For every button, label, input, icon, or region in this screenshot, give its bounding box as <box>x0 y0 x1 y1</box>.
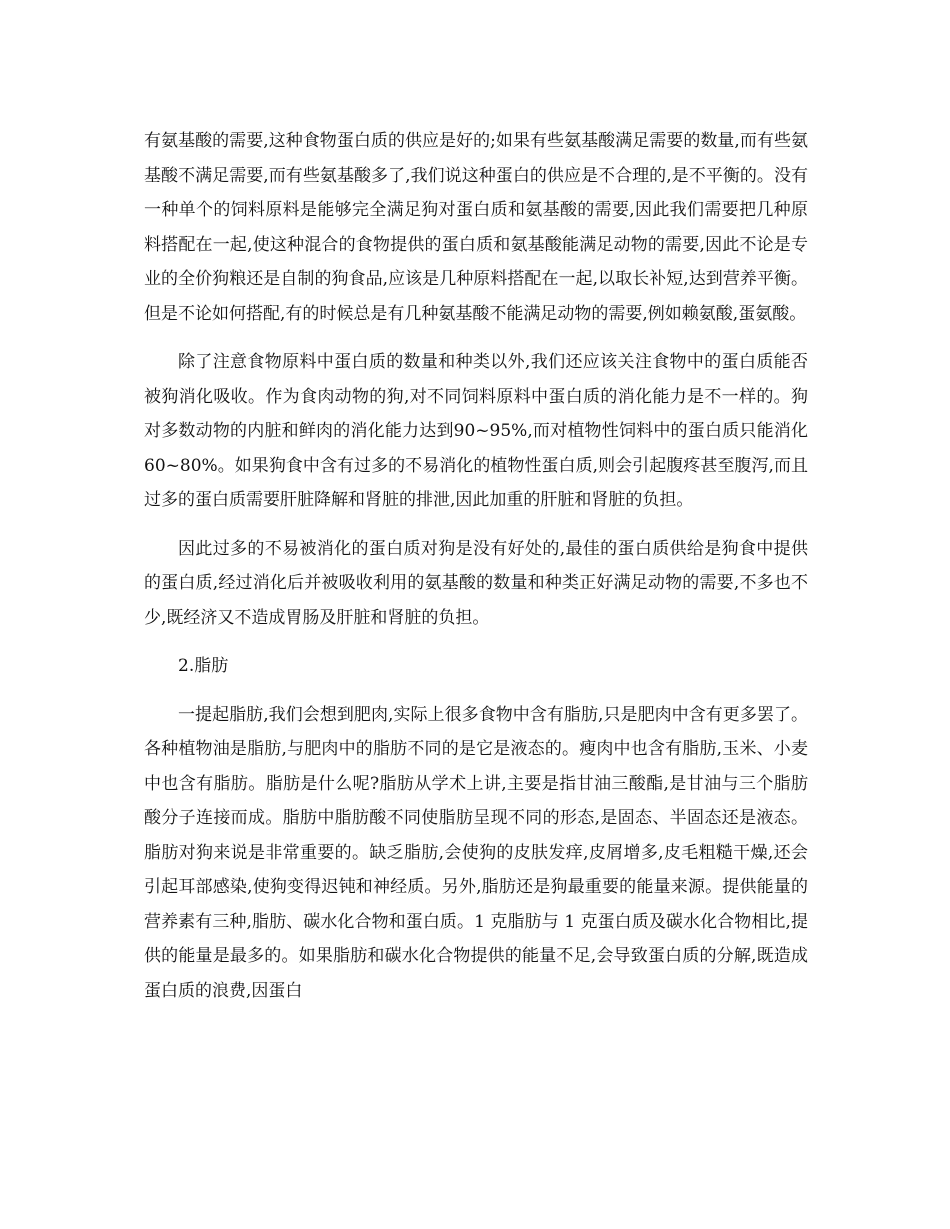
document-body <box>144 124 808 1022</box>
paragraph-optimal-protein-supply: 因此过多的不易被消化的蛋白质对狗是没有好处的,最佳的蛋白质供给是狗食中提供的蛋白质,经过消化后并被吸收利用的氨基酸的数量和种类正好满足动物的需要,不多也不少,既经济又不造成胃肠及肝脏和肾脏的负担。 <box>144 538 808 628</box>
paragraph-fat-intro: 一提起脂肪,我们会想到肥肉,实际上很多食物中含有脂肪,只是肥肉中含有更多罢了。各种植物油是脂肪,与肥肉中的脂肪不同的是它是液态的。瘦肉中也含有脂肪,玉米、小麦中也含有脂肪。脂肪是什么呢?脂肪从学术上讲,主要是指甘油三酸酯,是甘油与三个脂肪酸分子连接而成。脂肪中脂肪酸不同使脂肪呈现不同的形态,是固态、半固态还是液态。脂肪对狗来说是非常重要的。缺乏脂肪,会使狗的皮肤发痒,皮屑增多,皮毛粗糙干燥,还会引起耳部感染,使狗变得迟钝和神经质。另外,脂肪还是狗最重要的能量来源。提供能量的营养素有三种,脂肪、碳水化合物和蛋白质。1 克脂肪与 1 克蛋白质及碳水化合物相比,提供的能量是最多的。如果脂肪和碳水化合物提供的能量不足,会导致蛋白质的分解,既造成蛋白质的浪费,因蛋白 <box>144 704 808 1001</box>
section-heading-fat: 2.脂肪 <box>178 656 229 676</box>
paragraph-protein-digestibility: 除了注意食物原料中蛋白质的数量和种类以外,我们还应该关注食物中的蛋白质能否被狗消化吸收。作为食肉动物的狗,对不同饲料原料中蛋白质的消化能力是不一样的。狗对多数动物的内脏和鲜肉的消化能力达到90~95%,而对植物性饲料中的蛋白质只能消化60~80%。如果狗食中含有过多的不易消化的植物性蛋白质,则会引起腹疼甚至腹泻,而且过多的蛋白质需要肝脏降解和肾脏的排泄,因此加重的肝脏和肾脏的负担。 <box>144 352 808 510</box>
paragraph-amino-acid-balance: 有氨基酸的需要,这种食物蛋白质的供应是好的;如果有些氨基酸满足需要的数量,而有些氨基酸不满足需要,而有些氨基酸多了,我们说这种蛋白的供应是不合理的,是不平衡的。没有一种单个的饲料原料是能够完全满足狗对蛋白质和氨基酸的需要,因此我们需要把几种原料搭配在一起,使这种混合的食物提供的蛋白质和氨基酸能满足动物的需要,因此不论是专业的全价狗粮还是自制的狗食品,应该是几种原料搭配在一起,以取长补短,达到营养平衡。但是不论如何搭配,有的时候总是有几种氨基酸不能满足动物的需要,例如赖氨酸,蛋氨酸。 <box>144 131 808 324</box>
